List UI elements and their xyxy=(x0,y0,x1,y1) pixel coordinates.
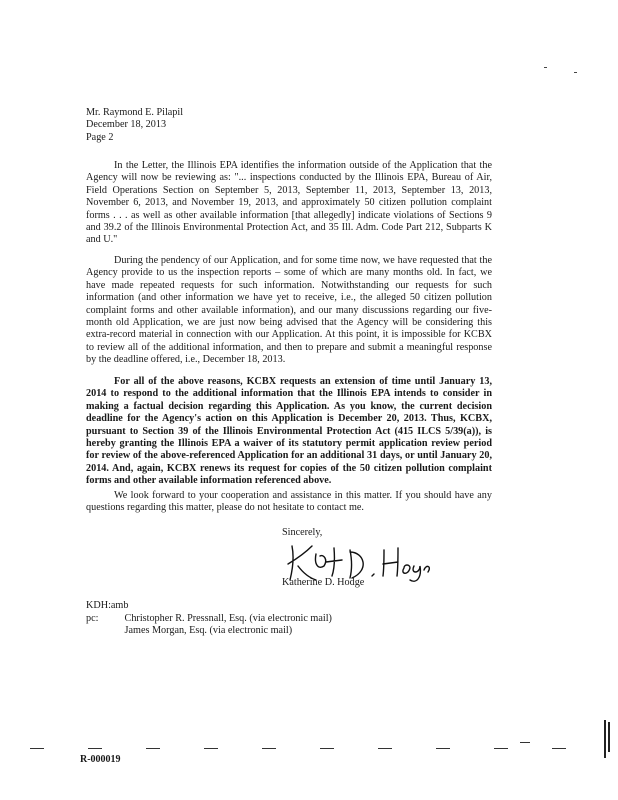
copy-recipients xyxy=(86,613,332,638)
cc-recipient-2: James Morgan, Esq. (via electronic mail) xyxy=(124,625,293,637)
scan-artifact-speck xyxy=(544,67,547,68)
scan-artifact-dash xyxy=(262,748,276,749)
scan-artifact-dash xyxy=(88,748,102,749)
typist-initials: KDH:amb xyxy=(86,600,129,611)
paragraph-4-text: We look forward to your cooperation and assistance in this matter. If you should have any questions regarding this matter, please do not hesitate to contact me. xyxy=(86,490,492,514)
scan-artifact-dash xyxy=(204,748,218,749)
scan-artifact-speck xyxy=(574,72,577,73)
paragraph-2 xyxy=(86,255,492,367)
paragraph-3-bold xyxy=(86,376,492,488)
paragraph-3-text: For all of the above reasons, KCBX requests an extension of time until January 13, 2014 to respond to the additional information that the Illinois EPA intends to consider in making a factual decision regarding this Application. As you know, the current decision deadline for the Agency's action on this Application is December 20, 2013. Thus, KCBX, pursuant to Section 39 of the Illinois Environmental Protection Act (415 ILCS 5/39(a)), is hereby granting the Illinois EPA a waiver of its statutory permit application review period for review of the above-referenced Application for an additional 31 days, or until January 20, 2014. And, again, KCBX renews its request for copies of the 50 citizen pollution complaint forms and other available information referenced above. xyxy=(86,376,492,487)
paragraph-2-text: During the pendency of our Application, and for some time now, we have requested that the Agency provide to us the inspection reports – some of which are many months old. In fact, we have made repeated requests for such information. Notwithstanding our requests for such information (and other information we have yet to receive, i.e., the alleged 50 citizen pollution complaint forms and other available information), and our many discussions regarding our five-month old Application, we are just now being advised that the Agency will be considering this extra-record material in connection with our Application. At this point, it is impossible for KCBX to review all of the additional information, and then to prepare and submit a meaningful response by the deadline offered, i.e., December 18, 2013. xyxy=(86,255,492,366)
letter-date: December 18, 2013 xyxy=(86,119,167,131)
scan-artifact-dash xyxy=(520,742,530,743)
cc-row-1 xyxy=(86,613,332,625)
paragraph-1-text: In the Letter, the Illinois EPA identifies the information outside of the Application that the Agency will now be reviewing as: "... inspections conducted by the Illinois EPA, Bureau of Air, Field Operations Section on September 5, 2013, September 11, 2013, September 13, 2013, November 6, 2013, and November 19, 2013, and approximately 50 citizen pollution complaint forms . . . as well as other available information [that allegedly] indicate violations of Sections 9 and 39.2 of the Illinois Environmental Protection Act, and 35 Ill. Adm. Code Part 212, Subparts K and U." xyxy=(86,160,492,246)
letter-header xyxy=(86,107,386,144)
cc-label: pc: xyxy=(86,613,99,624)
scan-artifact-dash xyxy=(378,748,392,749)
scan-artifact-dash xyxy=(146,748,160,749)
paragraph-4 xyxy=(86,490,492,515)
scan-artifact-bar xyxy=(604,720,606,758)
scan-artifact-dash xyxy=(552,748,566,749)
bates-number: R-000019 xyxy=(80,754,121,765)
scan-artifact-dash xyxy=(320,748,334,749)
paragraph-1 xyxy=(86,160,492,247)
page-number: Page 2 xyxy=(86,131,114,143)
cc-recipient-1: Christopher R. Pressnall, Esq. (via electronic mail) xyxy=(124,613,332,624)
scan-artifact-bar xyxy=(608,722,610,752)
scan-artifact-dash xyxy=(30,748,44,749)
addressee: Mr. Raymond E. Pilapil xyxy=(86,107,184,118)
scan-artifact-dash xyxy=(436,748,450,749)
salutation: Sincerely, xyxy=(282,527,323,538)
cc-row-2 xyxy=(86,625,332,637)
scan-artifact-dash xyxy=(494,748,508,749)
signer-name: Katherine D. Hodge xyxy=(282,577,365,588)
